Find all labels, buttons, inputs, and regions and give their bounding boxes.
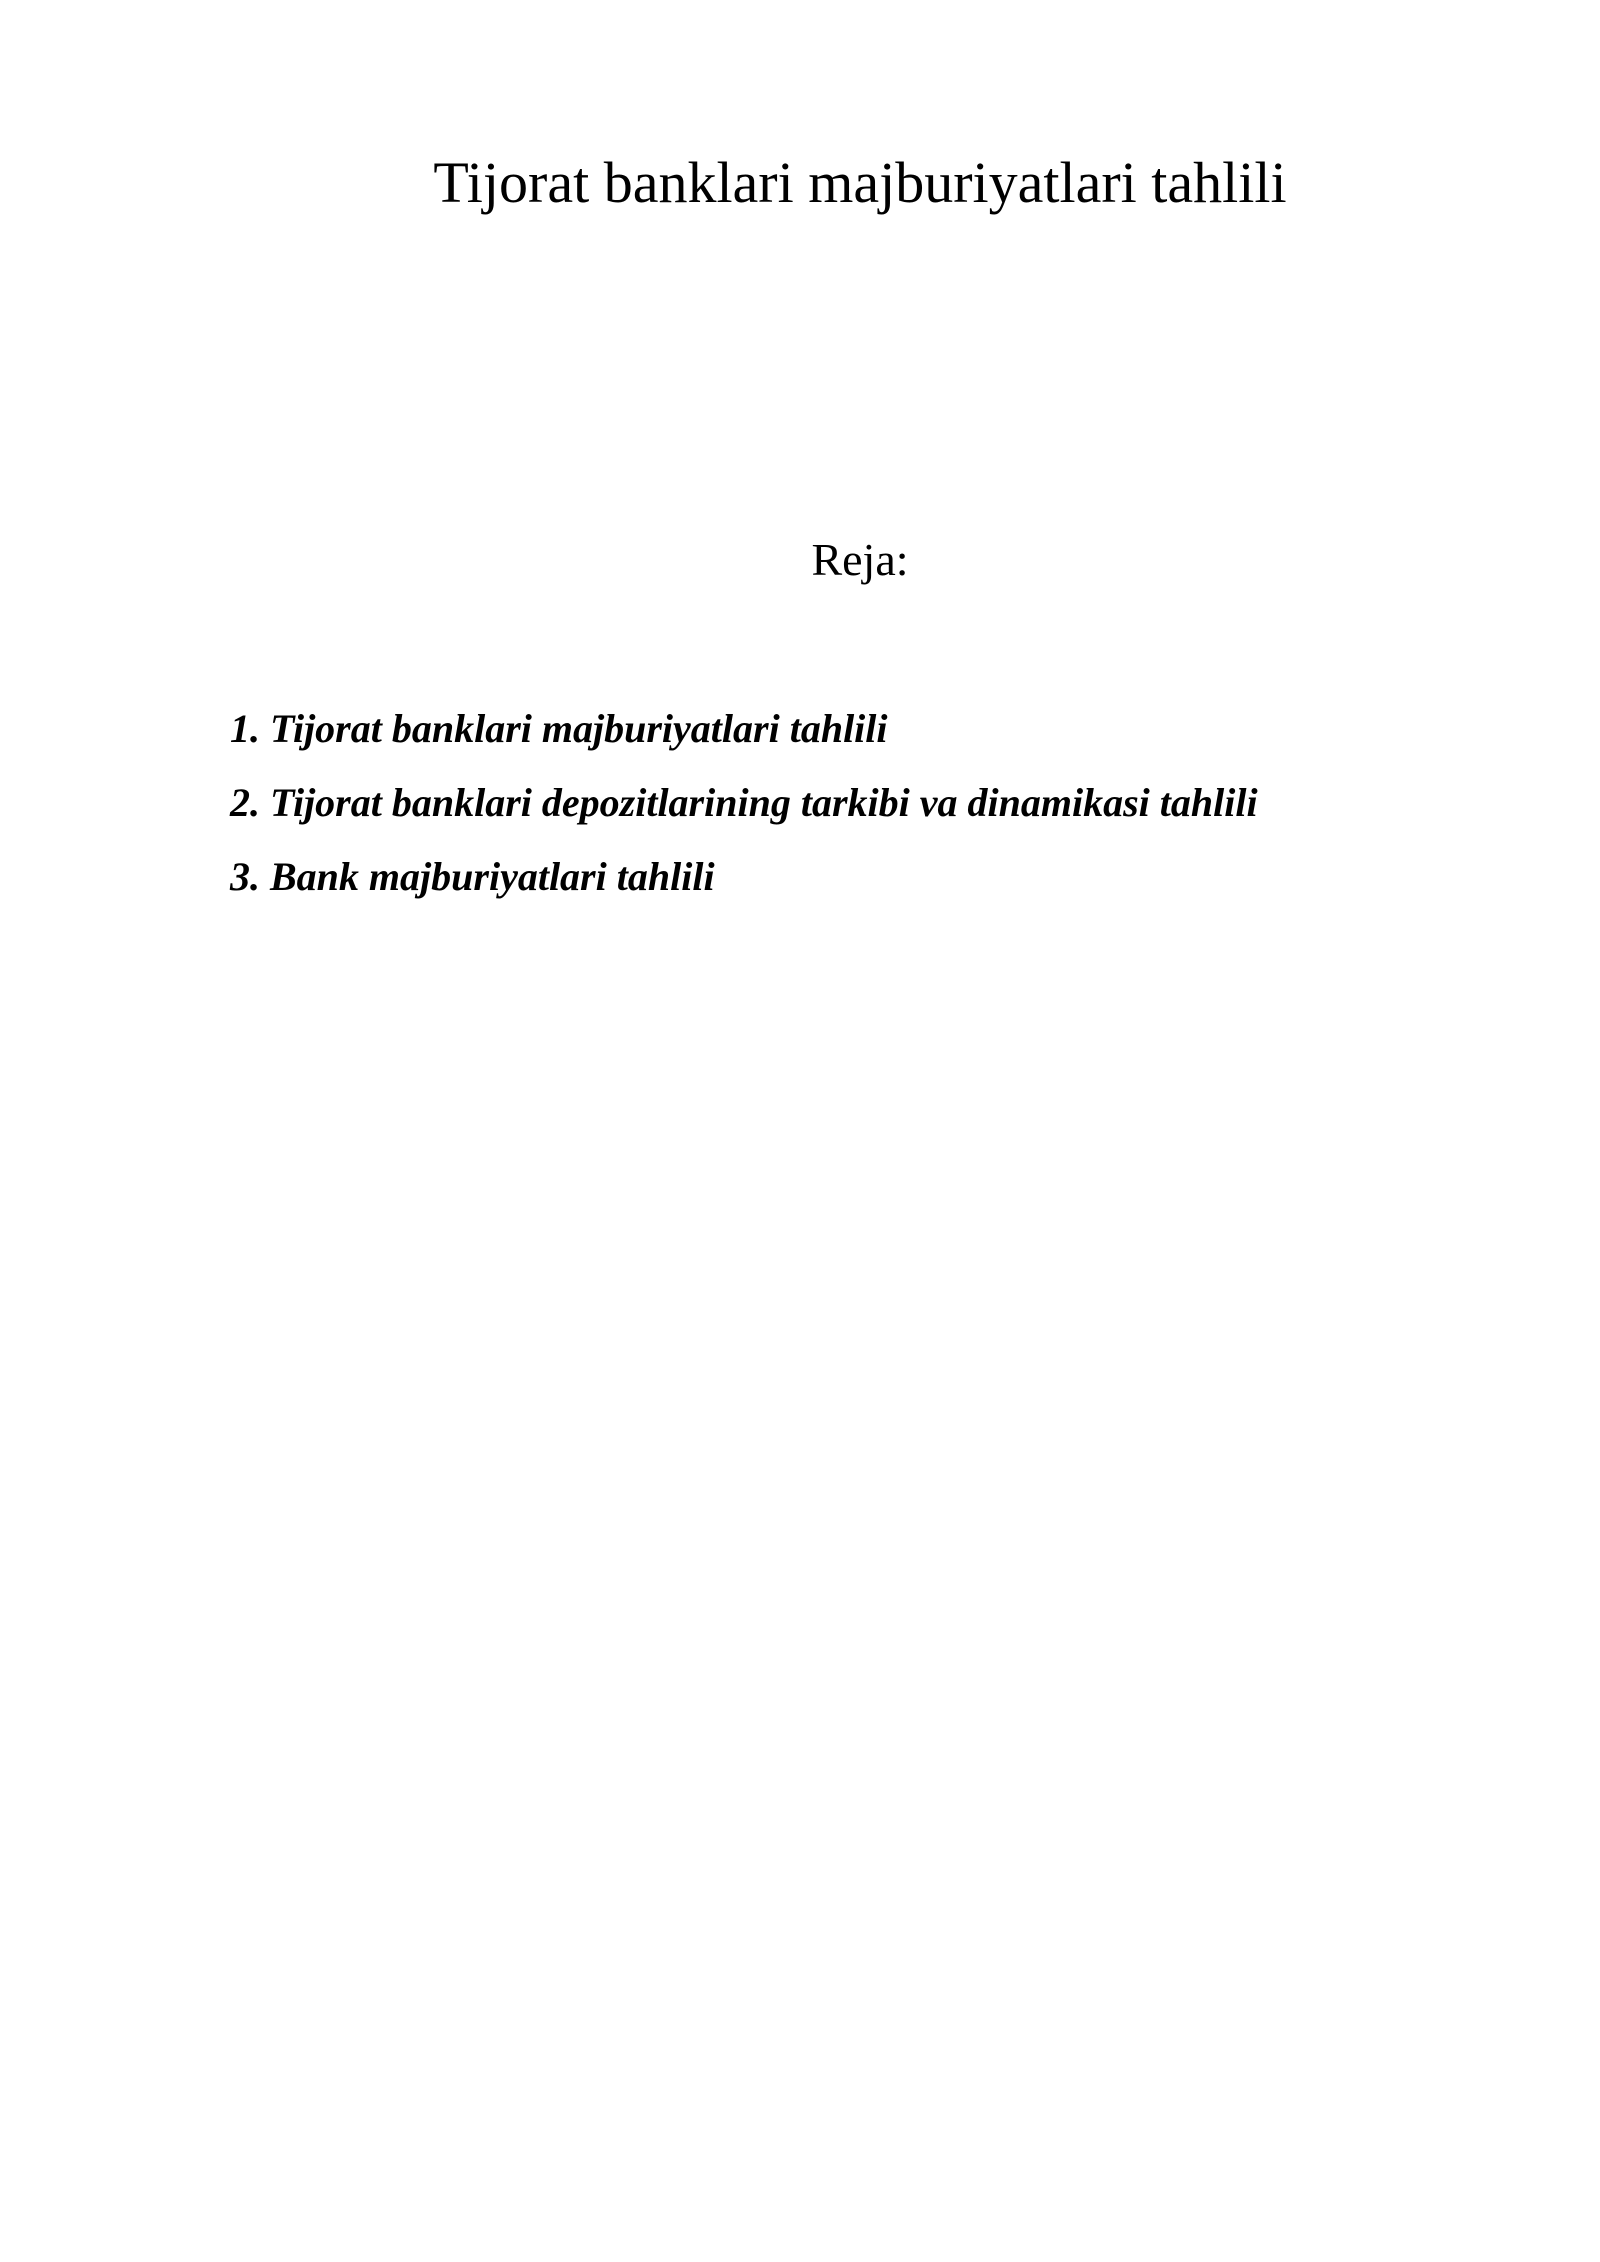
plan-heading: Reja: xyxy=(811,534,909,585)
plan-item: 3. Bank majburiyatlari tahlili xyxy=(230,854,715,899)
document-title: Tijorat banklari majburiyatlari tahlili xyxy=(433,150,1287,215)
plan-item: 2. Tijorat banklari depozitlarining tarkibi va dinamikasi tahlili xyxy=(230,780,1258,825)
plan-item: 1. Tijorat banklari majburiyatlari tahlili xyxy=(230,706,888,751)
plan-list xyxy=(230,692,1258,914)
